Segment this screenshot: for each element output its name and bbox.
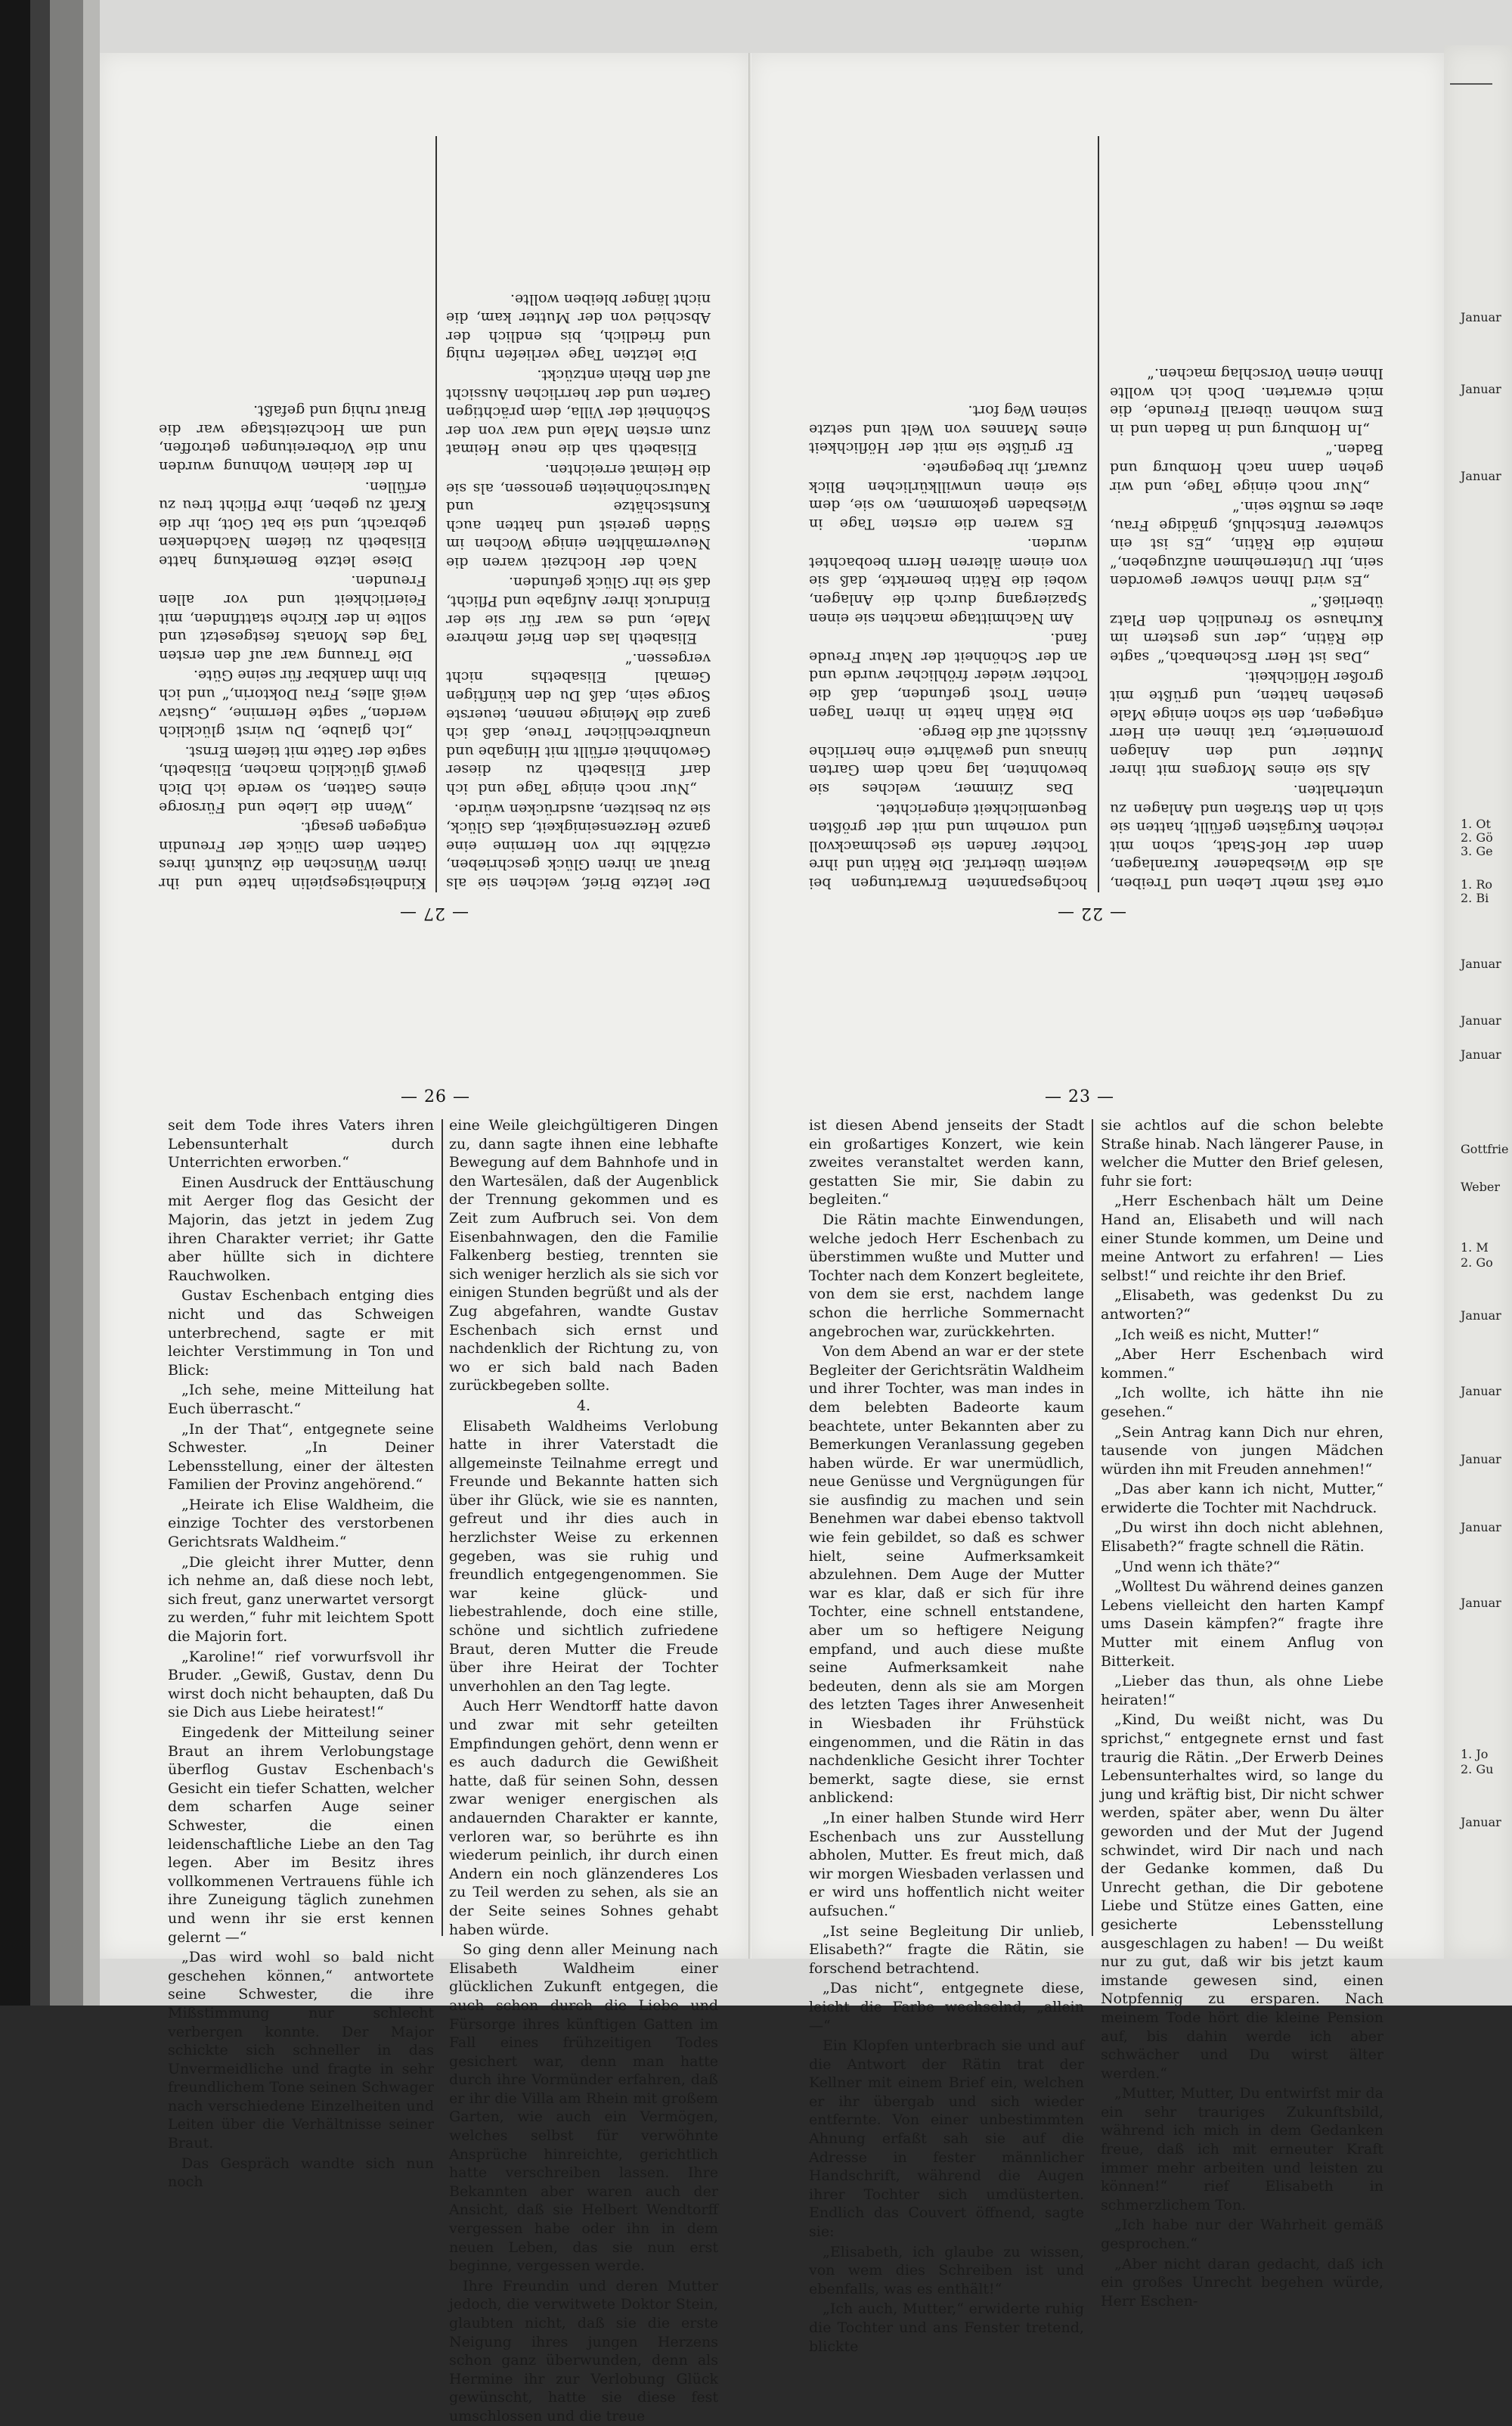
page-22-column-1	[1110, 129, 1383, 892]
page-26-column-1	[168, 1116, 434, 2191]
paragraph: „Aber Herr Eschenbach wird kommen.“	[1101, 1346, 1383, 1382]
paragraph: „Es wird Ihnen schwer geworden sein, Ihr Unternehmen aufzugeben,“ meinte die Rätin, „Es ist ein schwerer Entschluß, gnädige Frau, aber es mußte sein.“	[1110, 498, 1383, 590]
paragraph: „Wolltest Du während deines ganzen Lebens vielleicht den harten Kampf ums Dasein kämpfen?“ fragte ihre Mutter mit einem Anflug von Bitterkeit.	[1101, 1578, 1383, 1670]
center-fold	[748, 53, 751, 1959]
paragraph: sie achtlos auf die schon belebte Straße hinab. Nach längerer Pause, in welcher die Mutter den Brief gelesen, fuhr sie fort:	[1101, 1117, 1383, 1190]
next-sheet-edge	[1444, 45, 1512, 1959]
page-23-column-2	[1101, 1116, 1383, 2310]
paragraph: Der letzte Brief, welchen sie als Braut an ihren Glück geschrieben, erzählte ihr von Hermine eine ganze Herzenseinigkeit, das Glück, sie zu besitzen, ausdrücken würde.	[446, 800, 711, 892]
paragraph: „Elisabeth, was gedenkst Du zu antworten?“	[1101, 1287, 1383, 1323]
edge-fragment-label: Januar	[1461, 1596, 1501, 1610]
edge-fragment-label: Januar	[1461, 1384, 1501, 1398]
binding-edge	[0, 0, 30, 2006]
paragraph: Er grüßte sie mit der Höflichkeit eines Mannes von Welt und setzte seinen Weg fort.	[809, 402, 1087, 457]
edge-fragment-label: Januar	[1461, 1815, 1501, 1829]
edge-fragment-label: Januar	[1461, 957, 1501, 971]
edge-fragment-label: 2. Gö	[1461, 830, 1493, 845]
edge-fragment-label: 1. Ot	[1461, 817, 1491, 831]
paragraph: Auch Herr Wendtorff hatte davon und zwar mit sehr geteilten Empfindungen gehört, denn wenn er es auch dadurch die Gewißheit hatte, daß für seinen Sohn, dessen zwar weniger energischen als andauernden Charakter er kannte, verloren war, so berührte es ihn wiederum peinlich, ihr durch einen Andern ein noch glänzenderes Los zu Teil werden zu sehen, als sie an der Seite seines Sohnes gehabt haben würde.	[449, 1698, 718, 1938]
column-rule	[1098, 136, 1099, 892]
paragraph: „Ich glaube, Du wirst glücklich werden,“ sagte Hermine, „Gustav weiß alles, Frau Doktorin,“ und ich bin ihm dankbar für seine Güte.	[159, 667, 426, 740]
page-22-column-2	[809, 129, 1087, 892]
edge-fragment-label: Januar	[1461, 1013, 1501, 1028]
paragraph: „Das nicht“, entgegnete diese, leicht die Farbe wechselnd, „allein —“	[809, 1980, 1084, 2034]
page-number: — 26 —	[401, 1087, 470, 1106]
page-27-upside-down	[159, 129, 711, 923]
page-27-column-2	[159, 129, 426, 892]
edge-fragment-label: 1. Ro	[1461, 877, 1493, 892]
paragraph: Als sie eines Morgens mit ihrer Mutter und den Anlagen promenierte, trat ihnen ein Herr entgegen, den sie schon einige Male gesehen hatten, und grüßte mit großer Höflichkeit.	[1110, 669, 1383, 779]
column-rule	[1450, 83, 1492, 85]
edge-fragment-label: Januar	[1461, 382, 1501, 396]
paragraph: „In der That“, entgegnete seine Schwester. „In Deiner Lebensstellung, einer der ältesten Familien der Provinz angehörend.“	[168, 1420, 434, 1494]
column-rule	[1092, 1119, 1093, 1936]
paragraph: Ihre Freundin und deren Mutter jedoch, die verwitwete Doktor Stein, glaubten nicht, daß sie die erste Neigung ihres jungen Herzens schon ganz überwunden, denn als Hermine ihr zur Verlobung Glück gewünscht, hatte sie diese fest umschlossen und die treue	[449, 2277, 718, 2424]
paragraph: Die Rätin hatte in ihren Tagen einen Trost gefunden, daß die Tochter wieder fröhlicher wurde und an der Schönheit der Natur Freude fand.	[809, 630, 1087, 721]
paragraph: Das Zimmer, welches sie bewohnten, lag nach dem Garten hinaus und gewährte eine herrliche Aussicht auf die Berge.	[809, 724, 1087, 798]
page-22-upside-down	[809, 129, 1383, 923]
paragraph: „Elisabeth, ich glaube zu wissen, von wem dies Schreiben ist und ebenfalls, was es enthält!“	[809, 2243, 1084, 2297]
paragraph: „Kind, Du weißt nicht, was Du sprichst,“ entgegnete ernst und fast traurig die Rätin. „Der Erwerb Deines Lebensunterhaltes wird, so lange du jung und kräftig bist, Dir nicht schwer werden, später aber, wenn Du älter geworden und der Mut der Jugend schwindet, wird Dir nach und nach der Gedanke kommen, daß Du Unrecht gethan, die Dir gebotene Liebe und Stütze eines Gatten, eine gesicherte Lebensstellung ausgeschlagen zu haben! — Du weißt nur zu gut, daß wir bis jetzt kaum imstande gewesen sind, einen Notpfennig zu ersparen. Nach meinem Tode hört die kleine Pension auf, bis dahin werde ich aber schwächer und Du wirst älter werden.“	[1101, 1711, 1383, 2082]
paragraph: Kindheitsgespielin hatte und ihr ihren Wünschen die Zukunft ihres Gatten dem Glück der Freundin entgegen gesagt.	[159, 819, 426, 892]
paragraph: „Ich weiß es nicht, Mutter!“	[1114, 1326, 1320, 1343]
paragraph: „Mutter, Mutter, Du entwirfst mir da ein sehr trauriges Zukunftsbild, während ich mich in dem Gedanken freue, daß ich mit erneuter Kraft immer mehr arbeiten und leisten zu können!“ rief Elisabeth in schmerzlichem Ton.	[1101, 2085, 1383, 2213]
paragraph: So ging denn aller Meinung nach Elisabeth Waldheim einer glücklichen Zukunft entgegen, die auch schon durch die Liebe und Fürsorge ihres künftigen Gatten im Fall eines frühzeitigen Todes gesichert war, denn man hatte durch ihre Vormünder erfahren, daß er ihr die Villa am Rhein mit großem Garten, wie auch ein Vermögen, welches selbst für verwöhnte Ansprüche hinreichte, gerichtlich hatte verschreiben lassen. Ihre Bekannten aber waren auch der Ansicht, daß sie Helbert Wendtorff vergessen habe oder ihn in dem neuen Leben, das sie nun erst beginne, vergessen werde.	[449, 1941, 718, 2275]
paragraph: Diese letzte Bemerkung hatte Elisabeth zu tiefem Nachdenken gebracht, und sie bat Gott, ihr die Kraft zu geben, ihre Pflicht treu zu erfüllen.	[159, 478, 426, 569]
paragraph: „Karoline!“ rief vorwurfsvoll ihr Bruder. „Gewiß, Gustav, denn Du wirst doch nicht behaupten, daß Du sie Dich aus Liebe heiratest!“	[168, 1648, 434, 1721]
paragraph: Elisabeth sah die neue Heimat zum ersten Male und war von der Schönheit der Villa, dem prächtigen Garten und der herrlichen Aussicht auf den Rhein entzückt.	[446, 366, 711, 458]
paragraph: „In einer halben Stunde wird Herr Eschenbach uns zur Ausstellung abholen, Mutter. Es freut mich, daß wir morgen Wiesbaden verlassen und er wird uns hoffentlich nicht weiter aufsuchen.“	[809, 1809, 1084, 1919]
edge-fragment-label: 2. Bi	[1461, 891, 1489, 905]
paragraph: „Heirate ich Elise Waldheim, die einzige Tochter des verstorbenen Gerichtsrats Waldheim.“	[168, 1496, 434, 1551]
paragraph: Die letzten Tage verliefen ruhig und friedlich, bis endlich der Abschied von der Mutter kam, die nicht länger bleiben wollte.	[446, 290, 711, 364]
paragraph: „Das ist Herr Eschenbach,“ sagte die Rätin, „der uns gestern im Kurhause so freundlich den Platz überließ.“	[1110, 593, 1383, 665]
edge-fragment-label: Januar	[1461, 1047, 1501, 1062]
paragraph: „Ich habe nur der Wahrheit gemäß gesprochen.“	[1101, 2217, 1383, 2253]
binding-edge	[50, 0, 83, 2006]
paragraph: ist diesen Abend jenseits der Stadt ein großartiges Konzert, wie kein zweites veranstaltet werden kann, gestatten Sie mir, Sie dabin zu begleiten.“	[809, 1117, 1084, 1208]
paragraph: „In Homburg und in Baden und in Ems wohnen überall Freunde, die mich erwarten. Doch ich wollte Ihnen einen Vorschlag machen.“	[1110, 365, 1383, 438]
page-27-column-1	[446, 129, 711, 892]
paragraph: Elisabeth Waldheims Verlobung hatte in ihrer Vaterstadt die allgemeinste Teilnahme erregt und Freunde und Bekannte hatten sich über ihr Glück, wie sie es nannten, gefreut und ihr dies auch in herzlichster Weise zu erkennen gegeben, was sie ruhig und freundlich entgegengenommen. Sie war keine glück- und liebestrahlende, doch eine stille, schöne und sichtlich zufriedene Braut, deren Mutter die Freude über ihre Heirat der Tochter unverhohlen an den Tag legte.	[449, 1417, 718, 1695]
page-26-column-2	[449, 1116, 718, 2424]
paragraph: Ein Klopfen unterbrach sie und auf die Antwort der Rätin trat der Kellner mit einem Brief ein, welchen er ihr übergab und sich wieder entfernte. Von einer unbestimmten Ahnung erfaßt sah sie auf die Adresse in fester männlicher Handschrift, während die Augen ihrer Tochter sich umdüsterten. Endlich das Couvert öffnend, sagte sie:	[809, 2037, 1084, 2241]
paragraph: Nach der Hochzeit waren die Neuvermählten einige Wochen im Süden gereist und hatten auch Kunstschätze und Naturschönheiten genossen, als sie die Heimat erreichten.	[446, 461, 711, 571]
page-number: — 22 —	[1057, 904, 1126, 923]
paragraph: „Nur noch einige Tage, und wir gehen dann nach Homburg und Baden.“	[1110, 441, 1383, 495]
binding-edge	[83, 0, 100, 2006]
edge-fragment-label: 3. Ge	[1461, 844, 1493, 858]
binding-edge	[30, 0, 50, 2006]
page-number: — 23 —	[1045, 1087, 1114, 1106]
paragraph: Das Gespräch wandte sich nun noch	[168, 2155, 434, 2191]
column-rule	[435, 136, 437, 892]
page-23-column-1	[809, 1116, 1084, 2355]
paragraph: seit dem Tode ihres Vaters ihren Lebensunterhalt durch Unterrichten erworben.“	[168, 1117, 434, 1171]
paragraph: „Die gleicht ihrer Mutter, denn ich nehme an, daß diese noch lebt, sich freut, ganz unerwartet versorgt zu werden,“ fuhr mit leichtem Spott die Majorin fort.	[168, 1553, 434, 1646]
paragraph: „Ich wollte, ich hätte ihn nie gesehen.“	[1101, 1385, 1383, 1420]
paragraph: „Ich auch, Mutter,“ erwiderte ruhig die Tochter und ans Fenster tretend, blickte	[809, 2300, 1084, 2355]
paragraph: Eingedenk der Mitteilung seiner Braut an ihrem Verlobungstage überflog Gustav Eschenbach's Gesicht ein tiefer Schatten, welcher dem scharfen Auge seiner Schwester, die einen leidenschaftliche Liebe an den Tag legen. Aber im Besitz ihres vollkommenen Vertrauens fühle ich ihre Zuneigung täglich zunehmen und wenn ihr sie erst kennen gelernt —“	[168, 1724, 434, 1946]
paragraph: Elisabeth las den Brief mehrere Male, und es war für sie der Eindruck ihrer Aufgabe und Pflicht, daß sie ihr Glück gefunden.	[446, 574, 711, 647]
paragraph: eine Weile gleichgültigeren Dingen zu, dann sagte ihnen eine lebhafte Bewegung auf dem Bahnhofe und in den Wartesälen, daß der Augenblick der Trennung gekommen und es Zeit zum Aufbruch sei. Von dem Eisenbahnwagen, den die Familie Falkenberg bestieg, trennten sie sich weniger herzlich als sie sich vor einigen Stunden begrüßt und als der Zug abgefahren, wandte Gustav Eschenbach sich ernst und nachdenklich der Richtung zu, von wo er sich bald nach Baden zurückbegeben sollte.	[449, 1117, 718, 1394]
paragraph: „Aber nicht daran gedacht, daß ich ein großes Unrecht begehen würde, Herr Eschen-	[1101, 2255, 1383, 2310]
paragraph: „Nur noch einige Tage und ich darf Elisabeth zu dieser Gewohnheit erfüllt mit Hingabe und unaufbrechlicher Treue, daß ich ganz die Meinige nennen, teuerste Sorge sein, daß Du den künftigen Gemahl Elisabeths nicht vergessen.“	[446, 650, 711, 798]
edge-fragment-label: Januar	[1461, 310, 1501, 324]
edge-fragment-label: Januar	[1461, 1452, 1501, 1466]
edge-fragment-label: Gottfrie	[1461, 1142, 1509, 1156]
edge-fragment-label: 1. Jo	[1461, 1747, 1489, 1761]
paragraph: „Du wirst ihn doch nicht ablehnen, Elisabeth?“ fragte schnell die Rätin.	[1101, 1519, 1383, 1556]
paragraph: Am Nachmittage machten sie einen Spaziergang durch die Anlagen, wobei die Rätin bemerkte, daß sie von einem älteren Herrn beobachtet wurden.	[809, 535, 1087, 627]
paragraph: In der kleinen Wohnung wurden nun die Vorbereitungen getroffen, und am Hochzeitstage war die Braut ruhig und gefaßt.	[159, 402, 426, 475]
paragraph: „Ist seine Begleitung Dir unlieb, Elisabeth?“ fragte die Rätin, sie forschend betrachtend.	[809, 1922, 1084, 1977]
paragraph: „Sein Antrag kann Dich nur ehren, tausende von jungen Mädchen würden ihn mit Freuden annehmen!“	[1101, 1423, 1383, 1478]
paragraph: Von dem Abend an war er der stete Begleiter der Gerichtsrätin Waldheim und ihrer Tochter, was man indes in dem belebten Badeorte kaum beachtete, unter Bekannten aber zu Bemerkungen Veranlassung gegeben haben würde. Er war unermüdlich, neue Genüsse und Vergnügungen für sie ausfindig zu machen und sein Benehmen war dabei ebenso taktvoll wie fein gebildet, so daß es schwer hielt, seine Aufmerksamkeit abzulehnen. Dem Auge der Mutter war es klar, daß er sich für ihre Tochter, eine schnell entstandene, aber um so heftigere Neigung empfand, und auch diese mußte seine Aufmerksamkeit nahe bedeuten, denn als sie am Morgen des letzten Tages ihrer Anwesenheit in Wiesbaden ihr Frühstück eingenommen, und die Rätin in das nachdenkliche Gesicht ihrer Tochter bemerkt, sagte diese, sie ernst anblickend:	[809, 1343, 1084, 1807]
edge-fragment-label: 1. M	[1461, 1240, 1489, 1255]
column-rule	[442, 1119, 443, 1936]
paragraph: Gustav Eschenbach entging dies nicht und das Schweigen unterbrechend, sagte er mit leichter Verstimmung in Ton und Blick:	[168, 1287, 434, 1379]
paragraph: „Lieber das thun, als ohne Liebe heiraten!“	[1101, 1673, 1383, 1708]
paragraph: „Und wenn ich thäte?“	[1114, 1558, 1281, 1575]
paragraph: „Das aber kann ich nicht, Mutter,“ erwiderte die Tochter mit Nachdruck.	[1101, 1481, 1383, 1516]
page-number: — 27 —	[399, 904, 469, 923]
paragraph: „Wenn die Liebe und Fürsorge eines Gatten, so werde ich Dich gewiß glücklich machen, Elisabeth, sagte der Gatte mit tiefem Ernst.	[159, 743, 426, 816]
paragraph: Die Rätin machte Einwendungen, welche jedoch Herr Eschenbach zu überstimmen wußte und Mutter und Tochter nach dem Konzert begleitete, von dem sie erst, nachdem lange schon die herrliche Sommernacht angebrochen war, zurückkehrten.	[809, 1211, 1084, 1340]
edge-fragment-label: Weber	[1461, 1180, 1500, 1194]
paragraph: „Ich sehe, meine Mitteilung hat Euch überrascht.“	[168, 1382, 434, 1417]
paragraph: orte fast mehr Leben und Treiben, als die Wiesbadener Kuranlagen, denn der Hof-Stadt, schon mit reichen Kurgästen gefüllt, hatten sie sich in den Straßen und Anlagen zu unterhalten.	[1110, 782, 1383, 892]
paragraph: Einen Ausdruck der Enttäuschung mit Aerger flog das Gesicht der Majorin, das jetzt in jedem Zug ihren Charakter verriet; ihr Gatte aber hüllte sich in dichtere Rauchwolken.	[168, 1174, 434, 1284]
edge-fragment-label: Januar	[1461, 1308, 1501, 1323]
edge-fragment-label: Januar	[1461, 469, 1501, 483]
paragraph: „Das wird wohl so bald nicht geschehen können,“ antwortete seine Schwester, die ihre Mißstimmung nur schlecht verbergen konnte. Der Major schickte sich schneller in das Unvermeidliche und fragte in sehr freundlichem Tone seinen Schwager nach verschiedene Einzelheiten und Leiten über die Verhältnisse seiner Braut.	[168, 1949, 434, 2152]
chapter-number: 4.	[576, 1397, 591, 1414]
paragraph: hochgespannten Erwartungen bei weitem übertraf. Die Rätin und ihre Tochter fanden sie geschmackvoll und vornehm und mit der größten Bequemlichkeit eingerichtet.	[809, 800, 1087, 892]
paragraph: „Herr Eschenbach hält um Deine Hand an, Elisabeth und will nach einer Stunde kommen, um Deine und meine Antwort zu erfahren! — Lies selbst!“ und reichte ihr den Brief.	[1101, 1193, 1383, 1284]
paragraph: Es waren die ersten Tage in Wiesbaden gekommen, wo sie, dem sie einen unwillkürlichen Blick zuwarf, ihr begegnete.	[809, 459, 1087, 532]
edge-fragment-label: Januar	[1461, 1520, 1501, 1534]
edge-fragment-label: 2. Gu	[1461, 1762, 1494, 1776]
paragraph: Die Trauung war auf den ersten Tag des Monats festgesetzt und sollte in der Kirche stattfinden, mit Feierlichkeit und vor allen Freunden.	[159, 572, 426, 664]
edge-fragment-label: 2. Go	[1461, 1255, 1493, 1270]
